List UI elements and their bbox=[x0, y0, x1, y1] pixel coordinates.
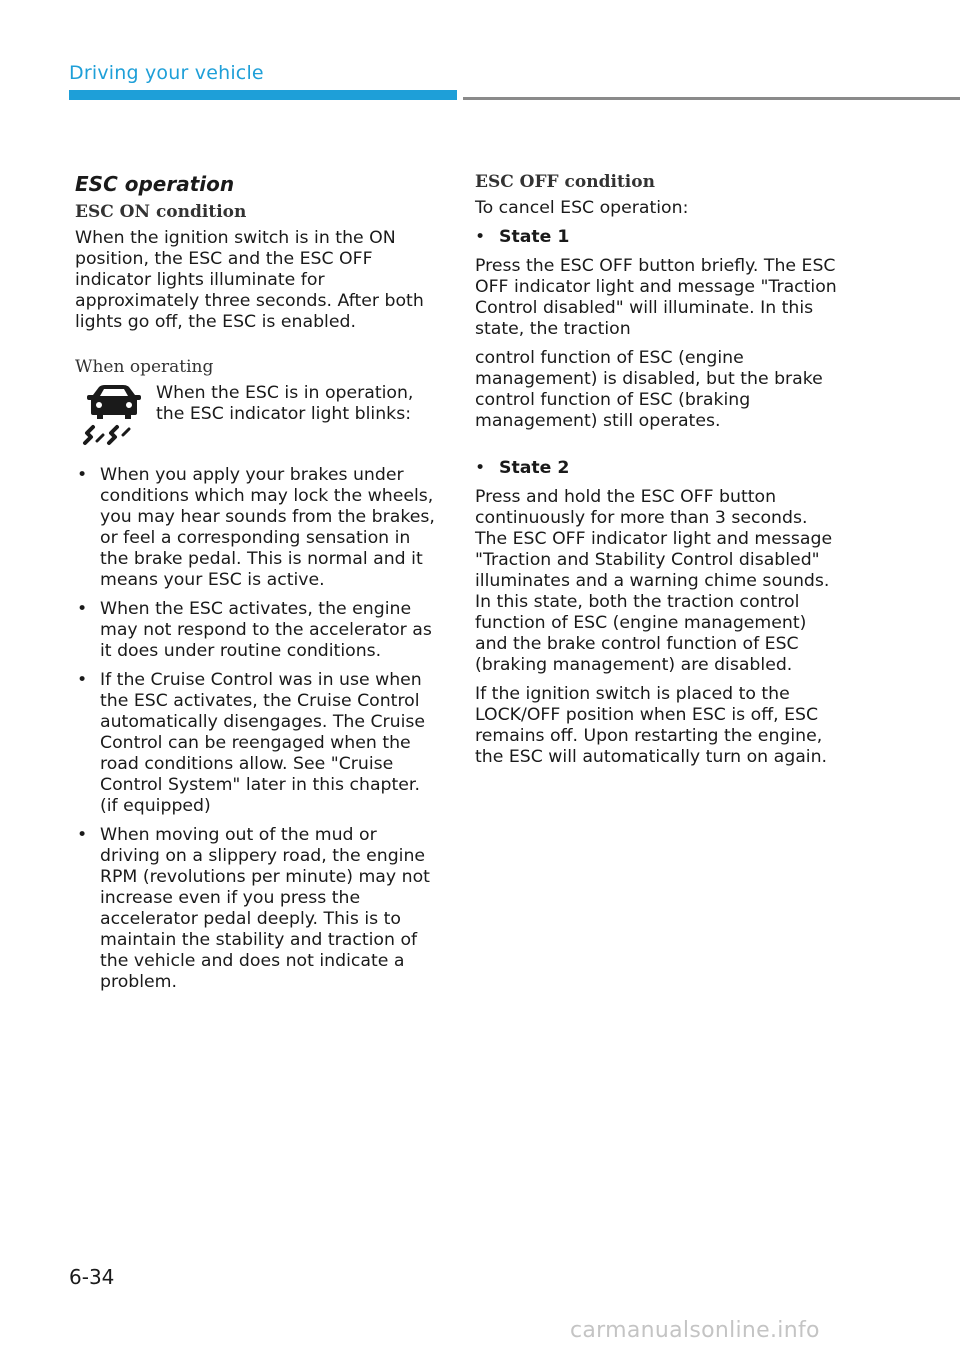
lock-text: If the ignition switch is placed to the LOCK/OFF position when ESC is off, ESC remains off. Upon restarting the engine, the ESC will automatically turn on again. bbox=[475, 684, 828, 767]
watermark: carmanualsonline.info bbox=[570, 1318, 820, 1343]
list-item bbox=[75, 465, 440, 591]
state1-text-b: control function of ESC (engine management) is disabled, but the brake control function of ESC (braking management) still operates. bbox=[475, 348, 823, 431]
bullet-text: When the ESC activates, the engine may not respond to the accelerator as it does under routine conditions. bbox=[100, 599, 432, 661]
state1-text-a: Press the ESC OFF button briefly. The ESC OFF indicator light and message "Traction Control disabled" will illuminate. In this state, the traction bbox=[475, 256, 837, 339]
bullet-glyph: • bbox=[77, 825, 88, 845]
section-title: ESC operation bbox=[75, 172, 235, 196]
list-item bbox=[75, 825, 440, 993]
header-accent-bar bbox=[69, 90, 457, 100]
bullet-glyph: • bbox=[77, 670, 88, 690]
state1-label: • State 1 bbox=[475, 227, 570, 247]
esc-indicator-row bbox=[75, 383, 440, 447]
list-item bbox=[75, 599, 440, 662]
state2-text: Press and hold the ESC OFF button continuously for more than 3 seconds. The ESC OFF indicator light and message "Traction and Stability Control disabled" illuminates and a warning chime sounds. In this state, both the traction control function of ESC (engine management) and the brake control function of ESC (braking management) are disabled. bbox=[475, 487, 833, 675]
when-operating-title: When operating bbox=[75, 357, 214, 377]
chapter-title: Driving your vehicle bbox=[69, 62, 264, 84]
esc-indicator-text: When the ESC is in operation, the ESC indicator light blinks: bbox=[156, 383, 414, 424]
bullet-text: When you apply your brakes under conditions which may lock the wheels, you may hear sounds from the brakes, or feel a corresponding sensation in the brake pedal. This is normal and it means your ESC is active. bbox=[100, 465, 435, 590]
esc-off-title: ESC OFF condition bbox=[475, 172, 655, 192]
bullet-text: If the Cruise Control was in use when the ESC activates, the Cruise Control automatically disengages. The Cruise Control can be reengaged when the road conditions allow. See "Cruise Control System" later in this chapter. (if equipped) bbox=[100, 670, 426, 816]
list-item bbox=[75, 670, 440, 817]
left-column bbox=[75, 172, 440, 1001]
esc-on-text: When the ignition switch is in the ON position, the ESC and the ESC OFF indicator lights illuminate for approximately three seconds. After both lights go off, the ESC is enabled. bbox=[75, 228, 424, 332]
bullet-text: When moving out of the mud or driving on a slippery road, the engine RPM (revolutions per minute) may not increase even if you press the accelerator pedal deeply. This is to maintain the stability and traction of the vehicle and does not indicate a problem. bbox=[100, 825, 430, 992]
cancel-text: To cancel ESC operation: bbox=[475, 198, 689, 218]
bullet-glyph: • bbox=[475, 227, 486, 247]
bullet-glyph: • bbox=[77, 465, 88, 485]
operating-bullets bbox=[75, 465, 440, 993]
esc-on-title: ESC ON condition bbox=[75, 202, 247, 222]
page-number: 6-34 bbox=[69, 1265, 115, 1289]
right-column bbox=[475, 172, 840, 776]
state2-label: • State 2 bbox=[475, 458, 570, 478]
header-divider bbox=[463, 97, 960, 100]
bullet-glyph: • bbox=[77, 599, 88, 619]
esc-indicator-icon bbox=[79, 383, 151, 447]
bullet-glyph: • bbox=[475, 458, 486, 478]
